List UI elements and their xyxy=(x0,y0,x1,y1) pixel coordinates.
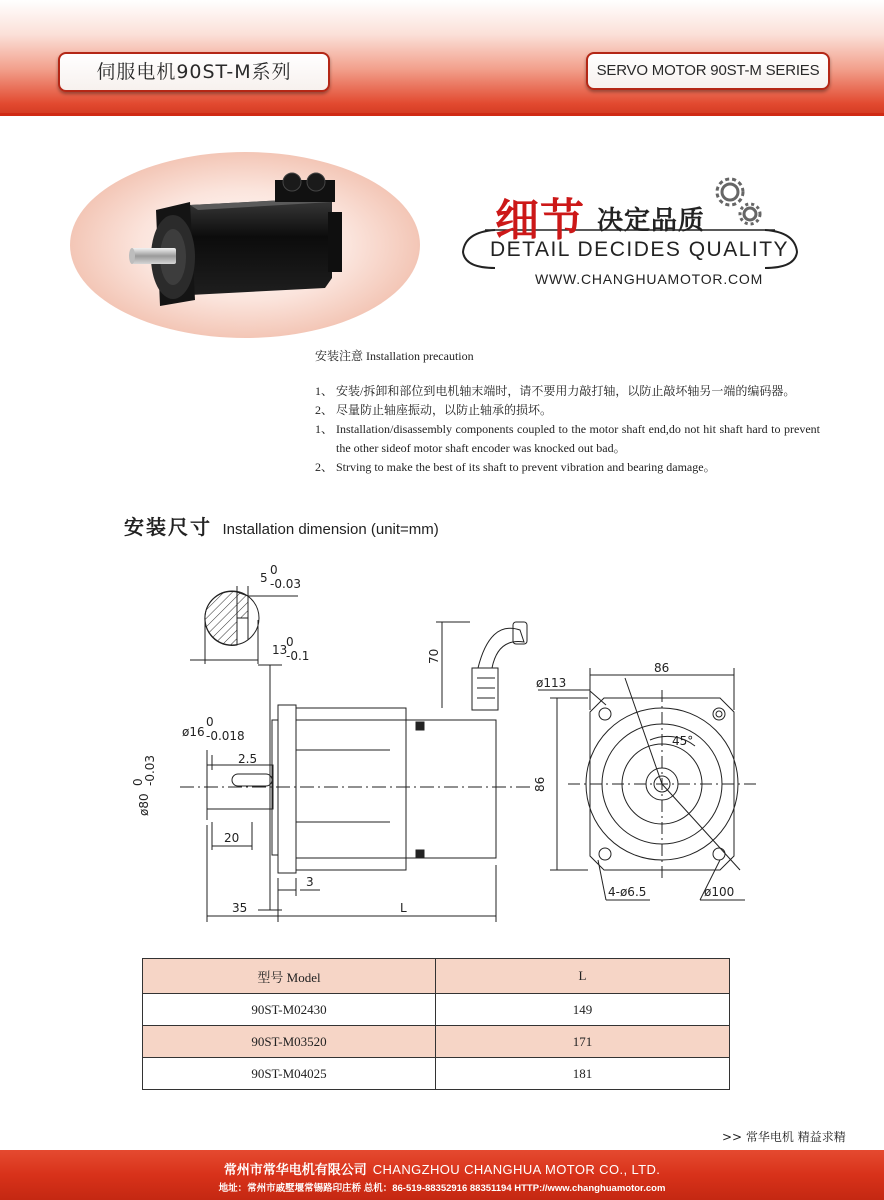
precaution-num: 1、 xyxy=(315,422,334,436)
label-2-5: 2.5 xyxy=(238,752,258,766)
table-cell-model: 90ST-M03520 xyxy=(143,1026,436,1058)
precaution-num: 1、 xyxy=(315,384,334,398)
footer-band xyxy=(0,1150,884,1200)
company-name-en: CHANGZHOU CHANGHUA MOTOR CO., LTD. xyxy=(372,1162,661,1177)
slogan-en: DETAIL DECIDES QUALITY xyxy=(490,238,790,261)
table-cell-model: 90ST-M04025 xyxy=(143,1058,436,1090)
label-dia-113: ø113 xyxy=(536,676,567,690)
model-table xyxy=(142,958,730,1090)
label-key-width-tol-upper: 0 xyxy=(270,563,278,577)
precaution-item xyxy=(315,401,820,420)
label-key-depth-tol-upper: 0 xyxy=(286,635,294,649)
label-pilot-tol-lower: -0.03 xyxy=(143,754,157,786)
label-70: 70 xyxy=(427,648,441,664)
label-key-width: 5 xyxy=(260,571,268,585)
dimension-drawing xyxy=(120,560,780,930)
precaution-text: 尽量防止轴座振动，以防止轴承的损坏。 xyxy=(336,403,553,417)
series-title-cn: 伺服电机90ST-M系列 xyxy=(58,52,330,92)
label-angle-45: 45° xyxy=(672,734,694,748)
label-shaft-tol-lower: -0.018 xyxy=(206,729,245,743)
precaution-text: 安装/拆卸和部位到电机轴末端时，请不要用力敲打轴，以防止敲坏轴另一端的编码器。 xyxy=(336,384,796,398)
table-header-model: 型号 Model xyxy=(143,959,436,994)
label-L: L xyxy=(400,901,407,915)
table-row xyxy=(143,1058,730,1090)
label-pilot-dia: ø80 xyxy=(137,793,151,816)
motor-front-view xyxy=(538,668,756,900)
precaution-title: 安装注意 Installation precaution xyxy=(315,349,474,363)
label-holes: 4-ø6.5 xyxy=(608,885,647,899)
label-3: 3 xyxy=(306,875,314,889)
dimension-title-cn: 安装尺寸 xyxy=(124,515,212,539)
precaution-num: 2、 xyxy=(315,460,334,474)
header-rule xyxy=(0,113,884,116)
label-shaft-tol-upper: 0 xyxy=(206,715,214,729)
table-cell-L: 171 xyxy=(436,1026,730,1058)
precaution-text: Installation/disassembly components coupled to the motor shaft end,do not hit shaft hard to prevent the other sideof motor shaft encoder was knocked out bad。 xyxy=(336,422,820,455)
table-row xyxy=(143,994,730,1026)
table-header-row xyxy=(143,959,730,994)
table-cell-model: 90ST-M02430 xyxy=(143,994,436,1026)
brand-tagline: >> 常华电机 精益求精 xyxy=(722,1130,846,1144)
label-key-width-tol-lower: -0.03 xyxy=(270,577,302,591)
dimension-title xyxy=(124,511,439,540)
precaution-item xyxy=(315,382,820,401)
label-dia-100: ø100 xyxy=(704,885,735,899)
footer-contact[interactable]: 地址：常州市戚墅堰常锡路印庄桥 总机：86-519-88352916 88351194 HTTP://www.changhuamotor.com xyxy=(218,1183,666,1194)
precaution-text: Strving to make the best of its shaft to prevent vibration and bearing damage。 xyxy=(336,460,716,474)
gear-icon xyxy=(717,179,760,224)
precaution-list xyxy=(315,382,820,477)
motor-side-view xyxy=(180,622,532,922)
precaution-item xyxy=(315,458,820,477)
slogan-cn-red: 细节 xyxy=(495,195,585,246)
label-20: 20 xyxy=(224,831,240,845)
label-35: 35 xyxy=(232,901,248,915)
label-flange-86-h: 86 xyxy=(654,661,670,675)
precaution-item xyxy=(315,420,820,458)
motor-photo xyxy=(70,150,420,340)
table-row xyxy=(143,1026,730,1058)
slogan-cn-black: 决定品质 xyxy=(597,206,706,236)
company-name-cn: 常州市常华电机有限公司 xyxy=(223,1162,367,1177)
website-link[interactable]: WWW.CHANGHUAMOTOR.COM xyxy=(535,271,764,287)
table-header-L: L xyxy=(436,959,730,994)
label-flange-86-v: 86 xyxy=(533,776,547,792)
label-key-depth: 13 xyxy=(272,643,288,657)
dimension-title-en: Installation dimension (unit=mm) xyxy=(222,521,439,538)
label-key-depth-tol-lower: -0.1 xyxy=(286,649,310,663)
precaution-num: 2、 xyxy=(315,403,334,417)
table-cell-L: 181 xyxy=(436,1058,730,1090)
label-shaft-dia: ø16 xyxy=(182,725,205,739)
label-pilot-tol-upper: 0 xyxy=(131,778,145,786)
series-title-en: SERVO MOTOR 90ST-M SERIES xyxy=(586,52,830,90)
footer-company xyxy=(0,1159,884,1178)
quality-slogan xyxy=(455,170,805,300)
table-cell-L: 149 xyxy=(436,994,730,1026)
